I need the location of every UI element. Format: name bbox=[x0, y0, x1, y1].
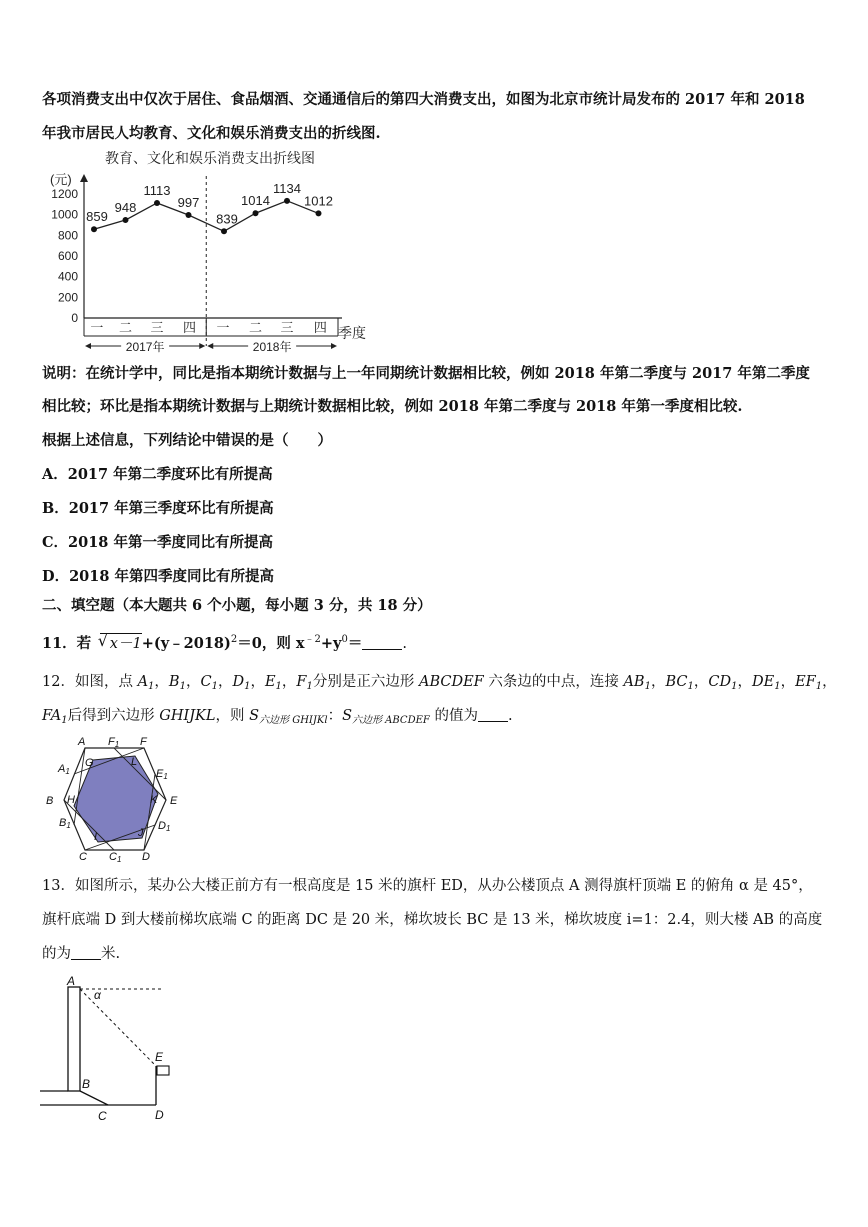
q12-text-a: 12．如图，点 bbox=[42, 674, 138, 690]
label-d: D bbox=[142, 851, 150, 862]
data-label: 1014 bbox=[241, 193, 270, 209]
q12-point-f1: $F_1$ bbox=[296, 674, 313, 692]
building-ab bbox=[68, 987, 80, 1091]
year-label: 2018年 bbox=[252, 340, 292, 354]
chart-xlabel: 季度 bbox=[338, 325, 366, 341]
question-13-line-1: 13．如图所示，某办公大楼正前方有一根高度是 15 米的旗杆 ED，从办公楼顶点 A 测得旗杆顶端 E 的俯角 α 是 45°， bbox=[42, 878, 813, 894]
q12-seg-bc1: $BC_1$ bbox=[665, 674, 694, 692]
q12-point-a1: $A_1$ bbox=[137, 674, 155, 692]
q12-seg-ef1: $EF_1$ bbox=[795, 674, 823, 692]
label-j: J bbox=[138, 827, 144, 839]
q12-text-f: 的值为 bbox=[429, 708, 478, 724]
data-label: 1012 bbox=[304, 193, 333, 209]
label-i: I bbox=[94, 831, 98, 843]
category-label: 四 bbox=[182, 320, 197, 335]
label-k: K bbox=[150, 794, 158, 806]
label-e: E bbox=[170, 795, 178, 807]
label-c1: C1 bbox=[109, 851, 122, 862]
question-stem: 根据上述信息，下列结论中错误的是（ ） bbox=[42, 432, 332, 449]
question-13-line-3 bbox=[42, 944, 120, 964]
data-label: 1134 bbox=[273, 180, 301, 196]
year-range-arrow-right bbox=[331, 343, 337, 349]
q12-s1: S bbox=[249, 708, 260, 724]
data-label: 859 bbox=[86, 209, 108, 225]
q13-text-b: 米. bbox=[101, 946, 121, 962]
q12-colon: ： bbox=[327, 708, 343, 724]
q12-hex-name: ABCDEF bbox=[418, 674, 484, 690]
question-11 bbox=[42, 630, 407, 654]
q12-s1-sub: 六边形 GHIJKl bbox=[259, 715, 328, 726]
year-range-arrow-left bbox=[85, 343, 91, 349]
q11-radicand: x－1 bbox=[109, 636, 142, 652]
q12-seg-de1: $DE_1$ bbox=[751, 674, 781, 692]
q12-hex2: GHIJKL bbox=[159, 708, 216, 724]
y-tick-label: 400 bbox=[57, 269, 78, 284]
explain-line-1: 说明：在统计学中，同比是指本期统计数据与上一年同期统计数据相比较，例如 2018 年第二季度与 2017 年第二季度 bbox=[42, 365, 810, 382]
y-axis-arrow bbox=[80, 174, 88, 182]
q12-point-b1: $B_1$ bbox=[168, 674, 186, 692]
data-point bbox=[253, 210, 259, 216]
question-12-line-1: 12．如图，点 $A_1$，$B_1$，$C_1$，$D_1$，$E_1$，$F_1$分别是正六边形 ABCDEF 六条边的中点，连接 $AB_1$，$BC_1$，$CD_1$，$DE_1$，$EF_1$， bbox=[42, 674, 837, 692]
q11-exp0: 0 bbox=[341, 634, 348, 645]
category-label: 二 bbox=[248, 320, 263, 335]
q11-end: ＝ bbox=[347, 635, 363, 652]
data-label: 997 bbox=[177, 194, 200, 210]
slope-bc bbox=[80, 1091, 108, 1105]
building-svg bbox=[36, 972, 176, 1124]
data-point bbox=[284, 198, 290, 204]
option-a: A．2017 年第二季度环比有所提高 bbox=[42, 466, 273, 483]
fig13-label-a: A bbox=[67, 974, 76, 988]
q12-seg-ab1: $AB_1$ bbox=[623, 674, 651, 692]
q12-text-b: 分别是正六边形 bbox=[312, 674, 419, 690]
label-a1: A1 bbox=[58, 763, 70, 776]
data-point bbox=[316, 210, 322, 216]
y-tick-label: 800 bbox=[57, 228, 78, 243]
q12-seg-cd1: $CD_1$ bbox=[708, 674, 738, 692]
y-tick-label: 200 bbox=[57, 290, 78, 305]
label-e1: E1 bbox=[156, 768, 168, 781]
y-tick-label: 1000 bbox=[51, 207, 78, 222]
data-label: 948 bbox=[114, 200, 137, 216]
category-label: 三 bbox=[280, 320, 294, 335]
data-point bbox=[91, 226, 97, 232]
category-label: 一 bbox=[216, 320, 230, 335]
y-tick-label: 0 bbox=[71, 311, 78, 325]
line-chart bbox=[34, 146, 394, 356]
data-point bbox=[123, 217, 129, 223]
category-label: 一 bbox=[90, 320, 104, 335]
option-d: D．2018 年第四季度同比有所提高 bbox=[42, 568, 274, 585]
q11-plus-y: +y bbox=[320, 635, 342, 652]
label-c: C bbox=[79, 851, 87, 862]
question-13-line-2: 旗杆底端 D 到大楼前梯坎底端 C 的距离 DC 是 20 米，梯坎坡长 BC 是 13 米，梯坎坡度 i=1：2.4，则大楼 AB 的高度 bbox=[42, 912, 823, 928]
year-range-arrow-left bbox=[207, 343, 213, 349]
data-label: 839 bbox=[216, 211, 238, 227]
category-label: 三 bbox=[150, 320, 164, 335]
label-g: G bbox=[85, 757, 94, 769]
q11-sqrt bbox=[97, 631, 142, 654]
data-point bbox=[186, 212, 192, 218]
q11-exp-neg2: ﹣2 bbox=[304, 634, 321, 645]
q12-answer-blank[interactable] bbox=[478, 707, 508, 722]
flag bbox=[157, 1066, 169, 1075]
q11-tail: . bbox=[402, 636, 407, 652]
category-label: 四 bbox=[313, 320, 327, 335]
category-label: 二 bbox=[118, 320, 133, 335]
question-12-line-2 bbox=[42, 706, 513, 731]
q11-answer-blank[interactable] bbox=[362, 635, 402, 650]
line-chart-svg bbox=[34, 146, 394, 356]
chart-title: 教育、文化和娱乐消费支出折线图 bbox=[105, 150, 315, 166]
label-a: A bbox=[78, 736, 86, 748]
label-f: F bbox=[140, 736, 147, 748]
label-b: B bbox=[46, 795, 54, 807]
y-tick-label: 1200 bbox=[51, 187, 78, 201]
section-2-heading: 二、填空题（本大题共 6 个小题，每小题 3 分，共 18 分） bbox=[42, 597, 432, 614]
q12-text-e: ，则 bbox=[215, 708, 250, 724]
fig13-label-alpha: α bbox=[94, 988, 101, 1002]
q12-point-c1: $C_1$ bbox=[200, 674, 218, 692]
year-range-arrow-right bbox=[199, 343, 205, 349]
intro-line-1: 各项消费支出中仅次于居住、食品烟酒、交通通信后的第四大消费支出，如图为北京市统计局发布的 2017 年和 2018 bbox=[42, 91, 805, 108]
q12-s2: S bbox=[342, 708, 352, 724]
fig13-label-e: E bbox=[155, 1050, 164, 1064]
option-c: C．2018 年第一季度同比有所提高 bbox=[42, 534, 273, 551]
fig13-label-d: D bbox=[155, 1108, 164, 1122]
hexagon-svg bbox=[40, 732, 190, 862]
data-point bbox=[154, 200, 160, 206]
fig13-label-c: C bbox=[98, 1109, 107, 1123]
fig13-label-b: B bbox=[82, 1077, 91, 1091]
label-d1: D1 bbox=[158, 820, 171, 833]
q12-point-e1: $E_1$ bbox=[264, 674, 282, 692]
intro-line-2: 年我市居民人均教育、文化和娱乐消费支出的折线图. bbox=[42, 125, 381, 142]
explain-line-2: 相比较；环比是指本期统计数据与上期统计数据相比较，例如 2018 年第二季度与 2018 年第一季度相比较. bbox=[42, 398, 743, 415]
label-f1: F1 bbox=[108, 736, 120, 749]
q12-point-d1: $D_1$ bbox=[232, 674, 251, 692]
q12-tail: . bbox=[507, 708, 513, 724]
q12-s2-sub: 六边形 ABCDEF bbox=[352, 715, 430, 726]
building-figure bbox=[36, 972, 176, 1124]
q11-eq: ＝0，则 x bbox=[237, 635, 305, 652]
q12-text-c: 六条边的中点，连接 bbox=[483, 674, 624, 690]
label-l: L bbox=[131, 756, 138, 768]
q11-exp2: 2 bbox=[230, 634, 238, 645]
data-label: 1113 bbox=[143, 182, 171, 198]
q12-seg-fa1: $FA_1$ bbox=[42, 708, 68, 726]
hexagon-figure bbox=[40, 732, 190, 862]
sightline-ae bbox=[80, 989, 156, 1066]
q12-text-d: 后得到六边形 bbox=[67, 708, 160, 724]
q11-mid: +(y﹣2018) bbox=[141, 635, 231, 652]
option-b: B．2017 年第三季度环比有所提高 bbox=[42, 500, 274, 517]
q13-answer-blank[interactable] bbox=[71, 945, 101, 960]
label-b1: B1 bbox=[59, 817, 71, 830]
y-tick-label: 600 bbox=[57, 249, 78, 263]
q13-text-a: 的为 bbox=[42, 946, 71, 962]
chart-ylabel: (元) bbox=[50, 172, 72, 187]
label-h: H bbox=[67, 794, 75, 806]
data-point bbox=[221, 228, 227, 234]
year-label: 2017年 bbox=[125, 340, 165, 354]
sqrt-sign: √ bbox=[97, 631, 108, 650]
q11-num: 11．若 bbox=[42, 635, 92, 652]
